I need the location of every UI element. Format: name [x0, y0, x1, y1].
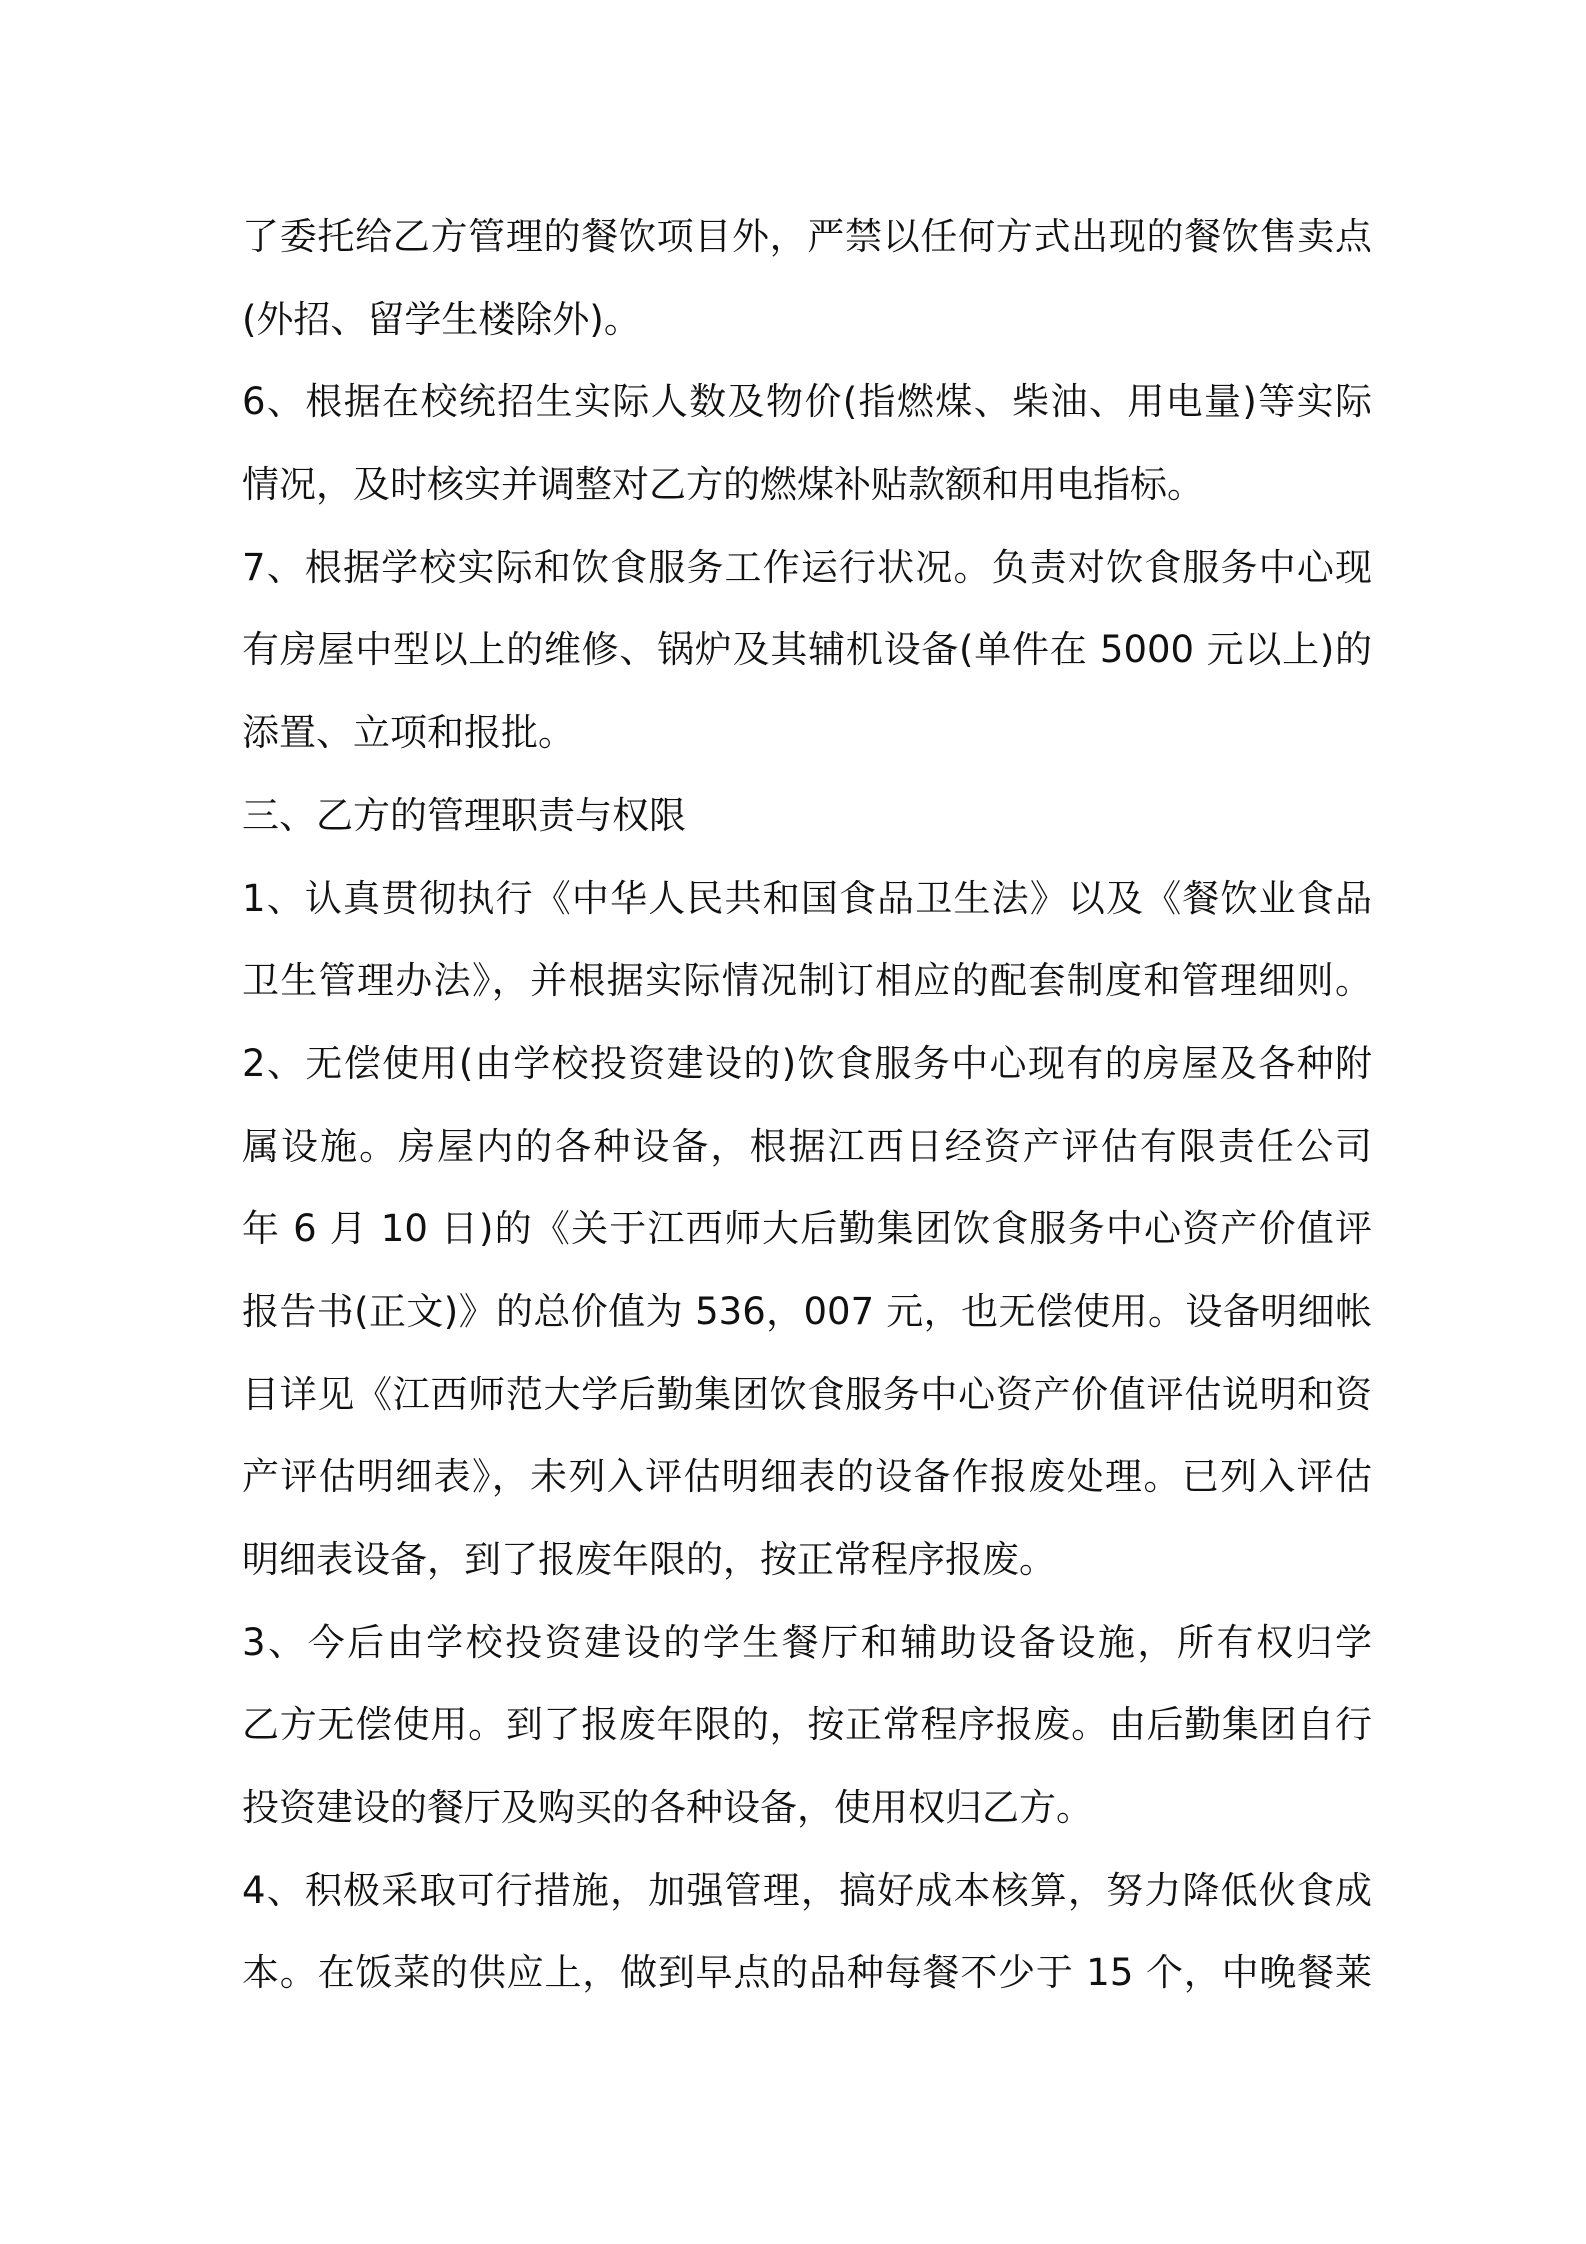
text-line: 卫生管理办法》，并根据实际情况制订相应的配套制度和管理细则。 [242, 959, 1372, 1003]
text-line: 2、无偿使用(由学校投资建设的)饮食服务中心现有的房屋及各种附 [242, 1041, 1372, 1085]
text-line: 3、今后由学校投资建设的学生餐厅和辅助设备设施，所有权归学 [242, 1620, 1372, 1664]
text-line: 目详见《江西师范大学后勤集团饮食服务中心资产价值评估说明和资 [242, 1372, 1372, 1416]
text-line: 6、根据在校统招生实际人数及物价(指燃煤、柴油、用电量)等实际 [242, 380, 1372, 424]
text-line: 了委托给乙方管理的餐饮项目外，严禁以任何方式出现的餐饮售卖点 [242, 215, 1372, 258]
text-line: 属设施。房屋内的各种设备，根据江西日经资产评估有限责任公司 [242, 1124, 1372, 1168]
text-line: 年 6 月 10 日)的《关于江西师大后勤集团饮食服务中心资产价值评 [242, 1207, 1372, 1251]
text-line: 1、认真贯彻执行《中华人民共和国食品卫生法》以及《餐饮业食品 [242, 876, 1372, 920]
text-line: 7、根据学校实际和饮食服务工作运行状况。负责对饮食服务中心现 [242, 545, 1372, 589]
text-line: 投资建设的餐厅及购买的各种设备，使用权归乙方。 [242, 1786, 1093, 1830]
document-body [242, 196, 1372, 2015]
text-line: 乙方无偿使用。到了报废年限的，按正常程序报废。由后勤集团自行 [242, 1703, 1372, 1747]
section-heading: 三、乙方的管理职责与权限 [242, 793, 686, 837]
text-line: 情况，及时核实并调整对乙方的燃煤补贴款额和用电指标。 [242, 463, 1204, 507]
text-line: 明细表设备，到了报废年限的，按正常程序报废。 [242, 1538, 1056, 1581]
text-line: 有房屋中型以上的维修、锅炉及其辅机设备(单件在 5000 元以上)的 [242, 628, 1372, 672]
text-line: 本。在饭菜的供应上，做到早点的品种每餐不少于 15 个，中晚餐莱 [242, 1951, 1372, 1995]
text-line: 4、积极采取可行措施，加强管理，搞好成本核算，努力降低伙食成 [242, 1868, 1372, 1912]
text-line: 产评估明细表》，未列入评估明细表的设备作报废处理。已列入评估 [242, 1455, 1372, 1499]
text-line: (外招、留学生楼除外)。 [242, 297, 641, 341]
text-line: 报告书(正文)》的总价值为 536，007 元，也无偿使用。设备明细帐 [242, 1289, 1372, 1333]
text-line: 添置、立项和报批。 [242, 711, 575, 755]
